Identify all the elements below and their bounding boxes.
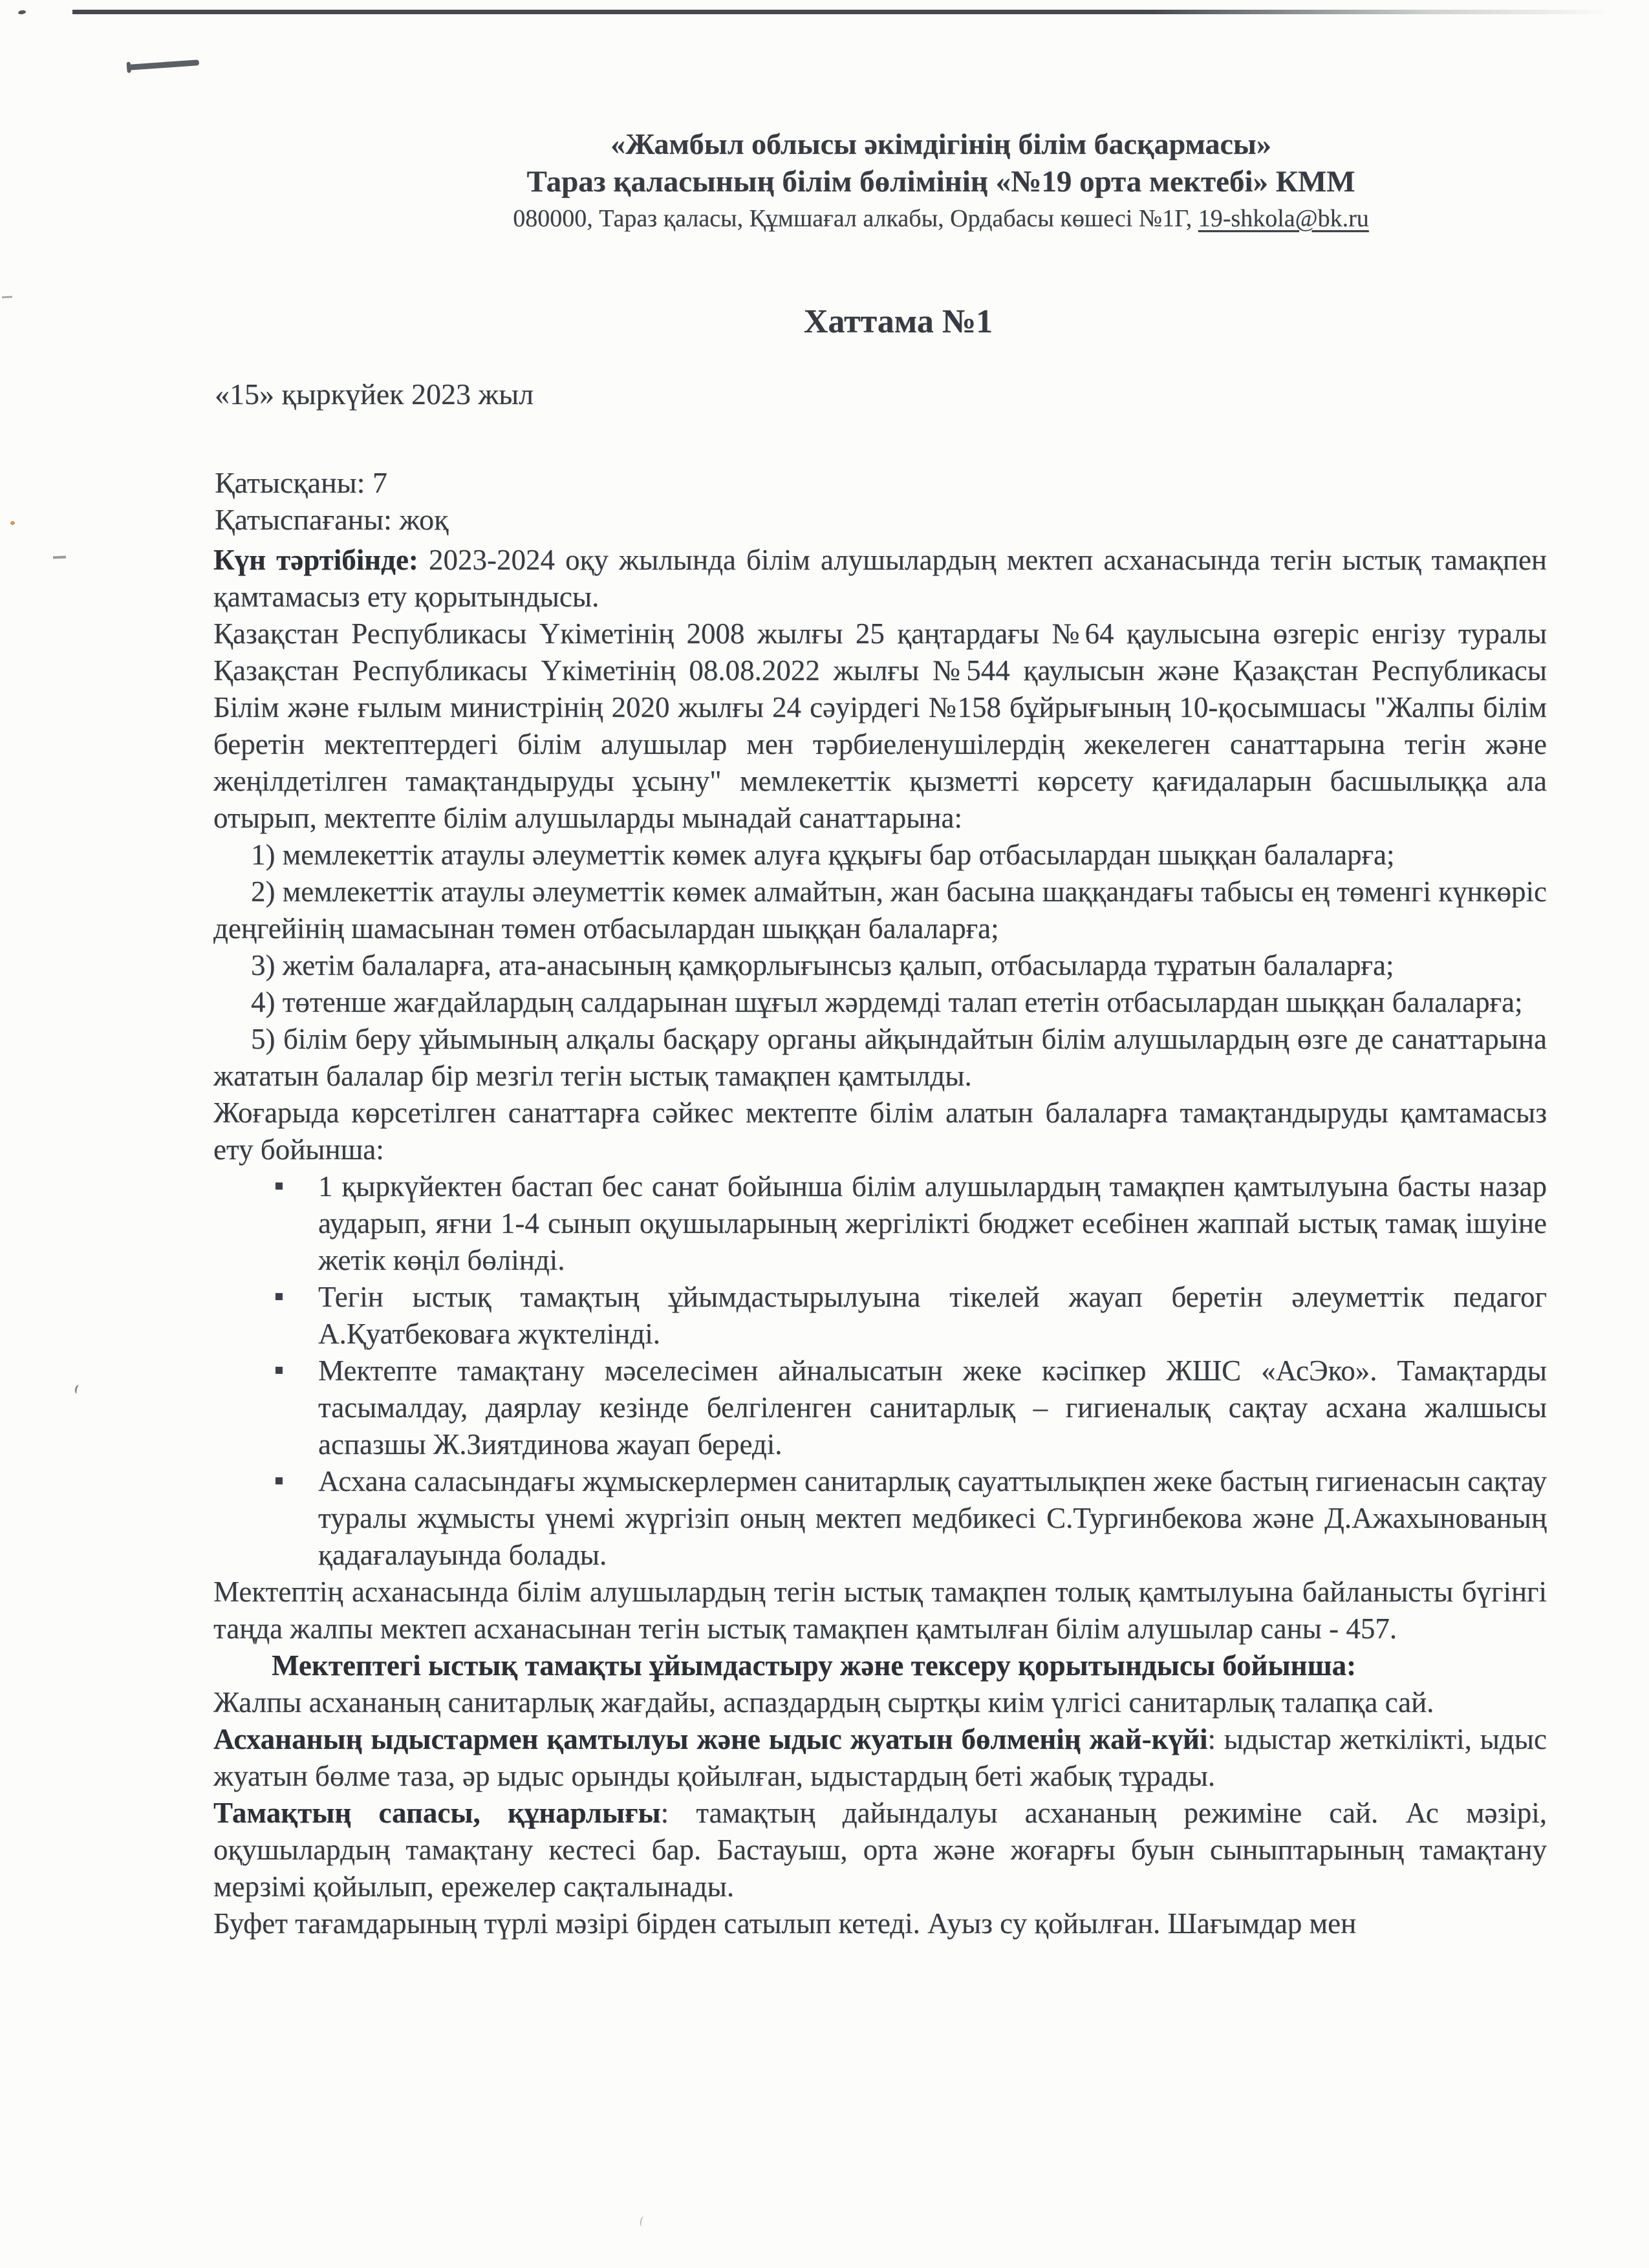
- numbered-item-4: 4) төтенше жағдайлардың салдарынан шұғыл жәрдемді талап ететін отбасылардан шыққан балаларға;: [251, 986, 1523, 1018]
- education-department-line: «Жамбыл облысы әкімдігінің білім басқармасы»: [610, 127, 1271, 160]
- pen-mark-artifact: [128, 59, 199, 70]
- email-text: 19-shkola@bk.ru: [1198, 204, 1369, 232]
- square-bullet-icon: [275, 1367, 283, 1374]
- scan-speck-artifact: [2, 296, 12, 299]
- square-bullet-icon: [275, 1477, 283, 1484]
- document-title: Хаттама №1: [803, 303, 993, 340]
- address-text: 080000, Тараз қаласы, Құмшағал алкабы, Ордабасы көшесі №1Г,: [513, 204, 1198, 232]
- scan-top-edge-line-artifact: [72, 10, 1611, 14]
- agenda-text: 2023-2024 оқу жылында білім алушылардың мектеп асханасында тегін ыстық тамақпен қамтамасыз ету қорытындысы.: [213, 544, 1547, 613]
- dishes-text: : ыдыстар жеткілікті, ыдыс жуатын бөлме таза, әр ыдыс орынды қойылған, ыдыстардың беті жабық тұрады.: [213, 1723, 1547, 1792]
- bullet-item-text: Мектепте тамақтану мәселесімен айналысатын жеке кәсіпкер ЖШС «АсЭко». Тамақтарды тасымалдау, даярлау кезінде белгіленген санитарлық – гигиеналық сақтау асхана жалшысы аспазшы Ж.Зиятдинова жауап береді.: [318, 1354, 1547, 1460]
- numbered-item-5: 5) білім беру ұйымының алқалы басқару органы айқындайтын білім алушылардың өзге де санаттарына жататын балалар бір мезгіл тегін ыстық тамақпен қамтылды.: [213, 1023, 1547, 1092]
- letterhead: [333, 127, 1549, 233]
- bullet-item-text: Асхана саласындағы жұмыскерлермен санитарлық сауаттылықпен жеке бастың гигиенасын сақтау туралы жұмысты үнемі жүргізіп оның мектеп медбикесі С.Тургинбекова және Д.Ажахынованың қадағалауында болады.: [318, 1465, 1547, 1571]
- dishes-paragraph: [213, 1721, 1547, 1795]
- quality-paragraph: [213, 1795, 1547, 1905]
- measures-bullet-list: [213, 1168, 1547, 1574]
- bullet-item-text: 1 қыркүйектен бастап бес санат бойынша білім алушылардың тамақпен қамтылуына басты назар аударып, яғни 1-4 сынып оқушыларының жергілікті бюджет есебінен жаппай ыстық тамақ ішуіне жетік көңіл бөлінді.: [318, 1170, 1547, 1276]
- dishes-label: Асхананың ыдыстармен қамтылуы және ыдыс жуатын бөлменің жай-күйі: [213, 1723, 1208, 1755]
- bullet-item-text: Тегін ыстық тамақтың ұйымдастырылуына тікелей жауап беретін әлеуметтік педагог А.Қуатбековаға жүктелінді.: [318, 1281, 1547, 1350]
- section-heading: Мектептегі ыстық тамақты ұйымдастыру және тексеру қорытындысы бойынша:: [272, 1649, 1357, 1682]
- square-bullet-icon: [275, 1293, 283, 1300]
- bullet-item: [213, 1279, 1547, 1353]
- bullet-item: [213, 1463, 1547, 1574]
- agenda-paragraph: [213, 542, 1547, 615]
- quality-text: : тамақтың дайындалуы асхананың режиміне сай. Ас мәзірі, оқушылардың тамақтану кестесі бар. Бастауыш, орта және жоғарғы буын сыныптарының тамақтану мерзімі қойылып, ережелер сақталынады.: [213, 1797, 1547, 1903]
- coverage-paragraph: Мектептің асханасында білім алушылардың тегін ыстық тамақпен толық қамтылуына байланысты бүгінгі таңда жалпы мектеп асханасынан тегін ыстық тамақпен қамтылған білім алушылар саны - 457.: [213, 1576, 1547, 1645]
- buffet-paragraph: Буфет тағамдарының түрлі мәзірі бірден сатылып кетеді. Ауыз су қойылған. Шағымдар мен: [213, 1907, 1357, 1940]
- absent-count-line: Қатыспағаны: жоқ: [215, 503, 449, 536]
- scan-speck-artifact: [53, 556, 66, 559]
- date-line: «15» қыркүйек 2023 жыл: [215, 378, 534, 411]
- bullet-item: [213, 1168, 1547, 1279]
- scan-corner-dot-artifact: [18, 10, 27, 15]
- numbered-item-1: 1) мемлекеттік атаулы әлеуметтік көмек алуға құқығы бар отбасылардан шыққан балаларға;: [251, 839, 1395, 871]
- quality-label: Тамақтың сапасы, құнарлығы: [213, 1797, 661, 1829]
- agenda-label: Күн тәртібінде:: [213, 544, 418, 576]
- scan-speck-artifact: [639, 2216, 646, 2227]
- square-bullet-icon: [275, 1182, 283, 1190]
- bullet-item: [213, 1353, 1547, 1463]
- document-body: [213, 542, 1547, 1942]
- school-name-line: Тараз қаласының білім бөлімінің «№19 орта мектебі» КММ: [526, 165, 1355, 199]
- scan-speck-artifact: [10, 521, 15, 525]
- sanitary-paragraph: Жалпы асхананың санитарлық жағдайы, аспаздардың сыртқы киім үлгісі санитарлық талапқа сай.: [213, 1686, 1434, 1718]
- transition-paragraph: Жоғарыда көрсетілген санаттарға сәйкес мектепте білім алатын балаларға тамақтандыруды қамтамасыз ету бойынша:: [213, 1097, 1547, 1166]
- attended-count-line: Қатысқаны: 7: [215, 466, 387, 499]
- address-line: [333, 204, 1549, 233]
- scan-speck-artifact: [74, 1384, 81, 1395]
- numbered-item-3: 3) жетім балаларға, ата-анасының қамқорлығынсыз қалып, отбасыларда тұратын балаларға;: [251, 949, 1394, 981]
- numbered-item-2: 2) мемлекеттік атаулы әлеуметтік көмек алмайтын, жан басына шаққандағы табысы ең төменгі күнкөріс деңгейінің шамасынан төмен отбасылардан шыққан балаларға;: [213, 875, 1547, 945]
- legal-basis-paragraph: Қазақстан Республикасы Үкіметінің 2008 жылғы 25 қаңтардағы №64 қаулысына өзгеріс енгізу туралы Қазақстан Республикасы Үкіметінің 08.08.2022 жылғы №544 қаулысын және Қазақстан Республикасы Білім және ғылым министрінің 2020 жылғы 24 сәуірдегі №158 бұйрығының 10-қосымшасы "Жалпы білім беретін мектептердегі білім алушылар мен тәрбиеленушілердің жекелеген санаттарына тегін және жеңілдетілген тамақтандыруды ұсыну" мемлекеттік қызметті көрсету қағидаларын басшылыққа ала отырып, мектепте білім алушыларды мынадай санаттарына:: [213, 617, 1547, 834]
